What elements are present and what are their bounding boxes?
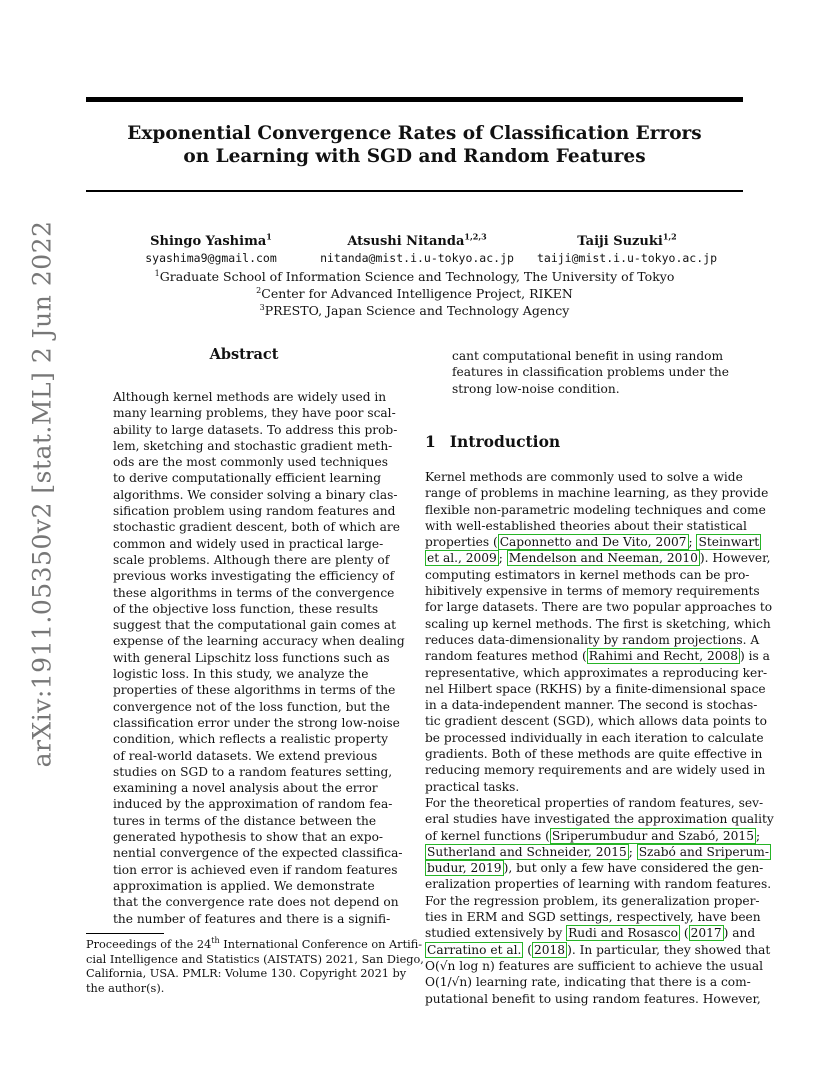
top-rule [86,97,743,102]
text-line [425,583,774,599]
footnote-proceedings [86,936,424,996]
text-line: many learning problems, they have poor scal- [113,406,396,421]
text-segment: in a data-independent manner. The second is stochas- [425,698,758,713]
author-name: Shingo Yashima [150,234,267,249]
text-segment: studied extensively by [425,926,567,941]
text-line: common and widely used in practical large- [113,536,384,551]
text-line: studies on SGD to a random features setting, [113,764,393,779]
text-segment: ). In particular, they showed that [567,942,771,957]
affiliation-text: Center for Advanced Intelligence Project, RIKEN [261,286,573,301]
text-line [425,632,774,648]
text-segment: of kernel functions ( [425,828,550,843]
text-line [425,795,774,811]
citation-link[interactable]: Sutherland and Schneider, 2015 [427,844,627,859]
text-line [425,730,774,746]
text-line [425,599,774,615]
text-line [425,534,774,550]
text-line [425,828,774,844]
author-sup: 1,2,3 [464,231,487,242]
text-line [425,876,774,892]
text-segment: for large datasets. There are two popular approaches to [425,600,773,615]
affiliation-3 [86,302,743,319]
abstract-continuation [452,348,729,397]
text-segment: ties in ERM and SGD settings, respectively, have been [425,910,761,925]
abstract-heading: Abstract [209,346,279,363]
affiliation-2 [86,285,743,302]
affiliation-sup: 1 [154,268,160,278]
text-line: to derive computationally efficient learning [113,471,382,486]
text-line: these algorithms in terms of the convergence [113,585,395,600]
author-name: Atsushi Nitanda [347,234,465,249]
text-line: condition, which reflects a realistic property [113,732,388,747]
footnote-line: the author(s). [86,981,165,995]
citation-link[interactable]: Rudi and Rosasco [568,926,678,941]
title-line-1: Exponential Convergence Rates of Classification Errors [127,123,702,144]
text-line: lem, sketching and stochastic gradient meth- [113,438,393,453]
author-sup: 1,2 [662,231,677,242]
text-line [425,860,774,876]
author-sup: 1 [266,231,272,242]
citation-link[interactable]: Rahimi and Recht, 2008 [588,649,739,664]
text-line [425,909,774,925]
text-line [425,713,774,729]
text-segment: flexible non-parametric modeling techniques and come [425,502,766,517]
text-line: stochastic gradient descent, both of which are [113,520,400,535]
text-segment: properties ( [425,535,498,550]
text-segment: ), but only a few have considered the gen- [503,861,764,876]
text-line: convergence not of the loss function, but the [113,699,390,714]
text-line [425,762,774,778]
text-line [425,811,774,827]
text-segment: putational benefit to using random features. However, [425,991,761,1006]
text-line: features in classification problems under the [452,365,729,380]
text-line: Although kernel methods are widely used in [113,390,387,404]
text-segment: be processed individually in each iteration to calculate [425,730,764,745]
text-segment: ; [688,535,697,550]
text-segment: O(√n log n) features are sufficient to achieve the usual [425,958,764,973]
text-segment: ) is a [740,649,770,664]
text-line [425,681,774,697]
text-line: scale problems. Although there are plenty of [113,552,390,567]
text-line: nential convergence of the expected classifica- [113,846,403,861]
title-line-2: on Learning with SGD and Random Features [183,146,646,167]
text-line [425,502,774,518]
text-segment: For the theoretical properties of random features, sev- [425,795,764,810]
text-segment: For the regression problem, its generalization proper- [425,893,760,908]
text-segment: range of problems in machine learning, as they provide [425,486,769,501]
citation-link[interactable]: 2018 [534,942,566,957]
text-line: with general Lipschitz loss functions such as [113,650,390,665]
text-line: sification problem using random features and [113,504,396,519]
text-line [425,550,774,566]
text-line [425,518,774,534]
footnote-line: Proceedings of the 24th International Conference on Artifi- [86,936,423,951]
footnote-line: cial Intelligence and Statistics (AISTATS) 2021, San Diego, [86,952,424,966]
text-segment: nel Hilbert space (RKHS) by a finite-dimensional space [425,681,766,696]
text-line [425,893,774,909]
text-segment: hibitively expensive in terms of memory requirements [425,584,760,599]
text-segment: with well-established theories about their statistical [425,518,747,533]
text-line [425,974,774,990]
text-segment: representative, which approximates a reproducing ker- [425,665,768,680]
text-line: induced by the approximation of random fea- [113,797,393,812]
citation-link[interactable]: Mendelson and Neeman, 2010 [508,551,698,566]
citation-link[interactable]: Caponnetto and De Vito, 2007 [499,535,687,550]
author-email[interactable]: taiji@mist.i.u-tokyo.ac.jp [536,251,717,265]
text-segment: ; [755,828,761,843]
text-line: properties of these algorithms in terms of the [113,683,396,698]
citation-link[interactable]: et al., 2009 [427,551,497,566]
text-segment: tic gradient descent (SGD), which allows data points to [425,714,767,729]
text-line: tion error is achieved even if random features [113,862,398,877]
text-line: algorithms. We consider solving a binary clas- [113,487,398,502]
introduction-body [425,469,774,1007]
text-line [425,567,774,583]
text-line: classification error under the strong low-noise [113,715,400,730]
text-segment: Kernel methods are commonly used to solve a wide [425,470,743,484]
author-1 [126,233,296,267]
paper-title [86,122,743,168]
text-segment: reducing memory requirements and are widely used in [425,763,766,778]
text-line: tures in terms of the distance between the [113,813,377,828]
text-segment: scaling up kernel methods. The first is sketching, which [425,616,771,631]
text-line: cant computational benefit in using random [452,349,724,363]
text-line: expense of the learning accuracy when dealing [113,634,405,649]
text-line: generated hypothesis to show that an expo- [113,830,384,845]
affiliation-sup: 2 [256,285,262,295]
text-segment: O(1/√n) learning rate, indicating that there is a com- [425,975,751,990]
footnote-line: California, USA. PMLR: Volume 130. Copyright 2021 by [86,967,407,980]
text-segment: computing estimators in kernel methods can be pro- [425,567,750,582]
author-3 [529,233,725,267]
citation-link[interactable]: budur, 2019 [427,861,502,876]
author-name: Taiji Suzuki [577,234,663,249]
text-line [425,958,774,974]
citation-link[interactable]: Carratino et al. [427,942,522,957]
text-line: approximation is applied. We demonstrate [113,878,375,893]
author-email[interactable]: nitanda@mist.i.u-tokyo.ac.jp [320,251,514,265]
text-line [425,697,774,713]
title-bottom-rule [86,190,743,192]
text-line: of the objective loss function, these results [113,601,379,616]
text-line [425,665,774,681]
text-line [425,616,774,632]
text-line [425,469,774,485]
citation-link[interactable]: Steinwart [698,535,760,550]
citation-link[interactable]: Szabó and Sriperum- [638,844,769,859]
affiliation-1 [86,268,743,285]
text-segment: ; [498,551,507,566]
text-line: that the convergence rate does not depend on [113,895,399,910]
text-line [425,485,774,501]
text-line: logistic loss. In this study, we analyze the [113,667,369,682]
citation-link[interactable]: Sriperumbudur and Szabó, 2015 [551,828,754,843]
footnote-rule [86,933,164,934]
text-line: examining a novel analysis about the error [113,781,378,796]
text-line [425,991,774,1007]
text-segment: random features method ( [425,649,587,664]
text-line: of real-world datasets. We extend previous [113,748,378,763]
text-segment: ; [628,844,637,859]
affiliation-text: Graduate School of Information Science and Technology, The University of Tokyo [159,269,675,284]
text-segment: practical tasks. [425,779,520,794]
text-line [425,779,774,795]
text-segment: eralization properties of learning with random features. [425,877,772,892]
author-2 [305,233,529,267]
text-line: suggest that the computational gain comes at [113,618,397,633]
citation-link[interactable]: 2017 [690,926,722,941]
author-email[interactable]: syashima9@gmail.com [145,251,277,265]
arxiv-identifier-stamp: arXiv:1911.05350v2 [stat.ML] 2 Jun 2022 [27,220,57,768]
text-line: the number of features and there is a signifi- [113,911,391,926]
section-title: Introduction [449,432,561,451]
section-number: 1 [425,432,436,451]
text-line [425,942,774,958]
text-line: previous works investigating the efficiency of [113,569,395,584]
text-line [425,844,774,860]
text-line: ability to large datasets. To address this prob- [113,422,398,437]
text-line [425,925,774,941]
text-segment: eral studies have investigated the approximation quality [425,812,774,827]
affiliation-text: PRESTO, Japan Science and Technology Agency [264,303,570,318]
text-line: strong low-noise condition. [452,381,620,396]
abstract-body [113,389,405,927]
text-segment: gradients. Both of these methods are quite effective in [425,747,763,762]
section-heading-introduction [425,432,560,451]
text-segment: ). However, [699,551,771,566]
text-segment: ( [523,942,533,957]
affiliation-sup: 3 [259,302,265,312]
text-segment: ( [679,926,689,941]
text-line [425,746,774,762]
text-segment: reduces data-dimensionality by random projections. A [425,632,760,647]
text-line [425,648,774,664]
text-line: ods are the most commonly used techniques [113,455,388,470]
text-segment: ) and [723,926,756,941]
